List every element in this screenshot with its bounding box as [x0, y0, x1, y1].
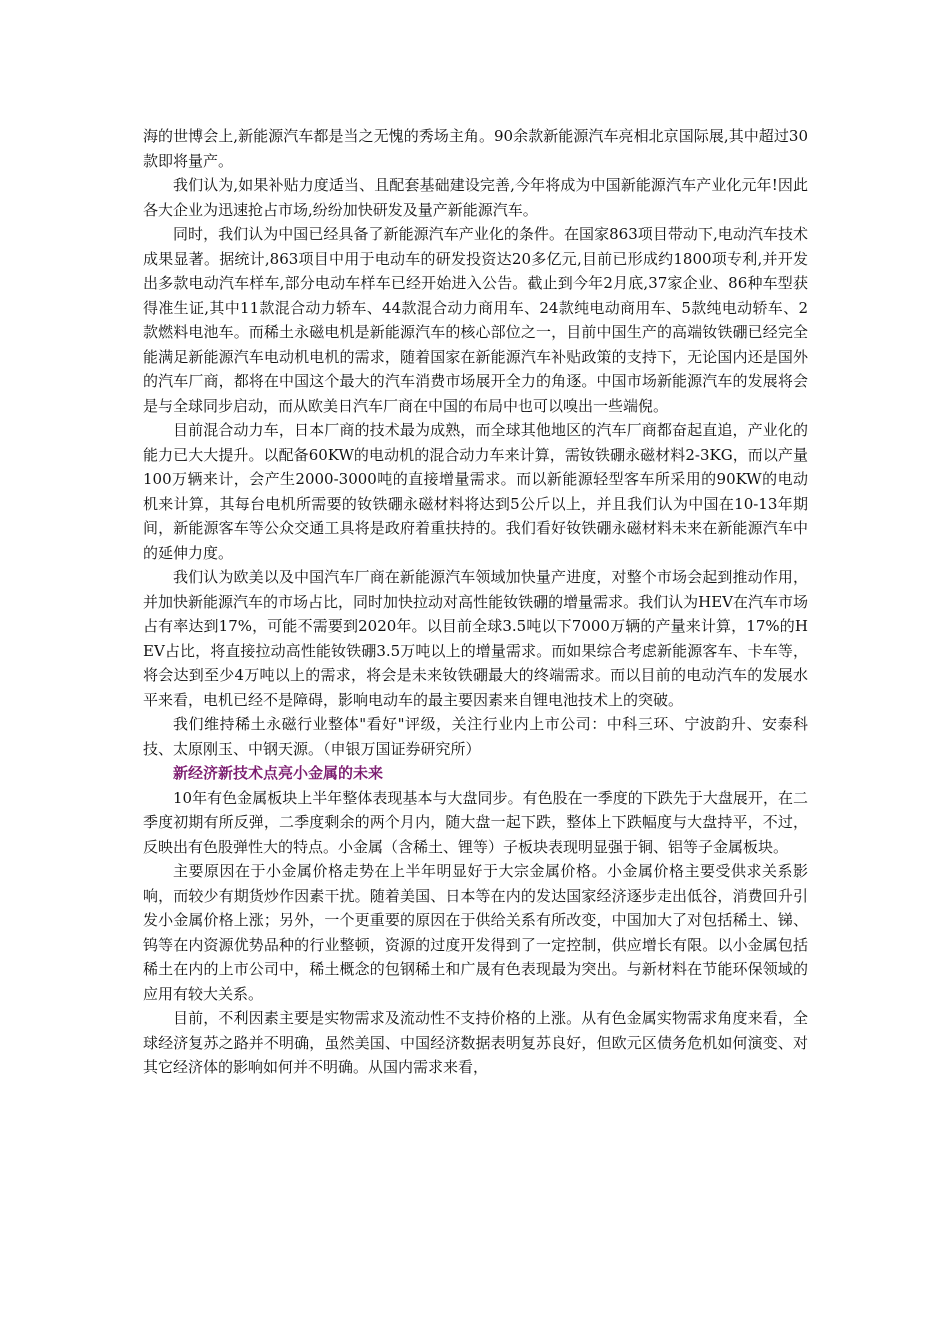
paragraph-main-reasons: 主要原因在于小金属价格走势在上半年明显好于大宗金属价格。小金属价格主要受供求关系影响，而较少有期货炒作因素干扰。随着美国、日本等在内的发达国家经济逐步走出低谷，消费回升引发小金属价格上涨；另外，一个更重要的原因在于供给关系有所改变，中国加大了对包括稀土、锑、钨等在内资源优势品种的行业整顿，资源的过度开发得到了一定控制，供应增长有限。以小金属包括稀土在内的上市公司中，稀土概念的包钢稀土和广晟有色表现最为突出。与新材料在节能环保领域的应用有较大关系。 — [143, 862, 808, 1003]
paragraph-rating: 我们维持稀土永磁行业整体"看好"评级，关注行业内上市公司：中科三环、宁波韵升、安泰科技、太原刚玉、中钢天源。（申银万国证券研究所） — [143, 715, 808, 758]
paragraph-industrialization: 同时，我们认为中国已经具备了新能源汽车产业化的条件。在国家863项目带动下,电动汽车技术成果显著。据统计,863项目中用于电动车的研发投资达20多亿元,目前已形成约1800项专利,并开发出多款电动汽车样车,部分电动车样车已经开始进入公告。截止到今年2月底,37家企业、86种车型获得准生证,其中11款混合动力轿车、44款混合动力商用车、24款纯电动商用车、5款纯电动轿车、2款燃料电池车。而稀土永磁电机是新能源汽车的核心部位之一，目前中国生产的高端钕铁硼已经完全能满足新能源汽车电动机电机的需求，随着国家在新能源汽车补贴政策的支持下，无论国内还是国外的汽车厂商，都将在中国这个最大的汽车消费市场展开全力的角逐。中国市场新能源汽车的发展将会是与全球同步启动，而从欧美日汽车厂商在中国的布局中也可以嗅出一些端倪。 — [143, 225, 808, 415]
paragraph-hybrid-vehicles: 目前混合动力车，日本厂商的技术最为成熟，而全球其他地区的汽车厂商都奋起直追，产业化的能力已大大提升。以配备60KW的电动机的混合动力车来计算，需钕铁硼永磁材料2-3KG，而以产量100万辆来计，会产生2000-3000吨的直接增量需求。而以新能源轻型客车所采用的90KW的电动机来计算，其每台电机所需要的钕铁硼永磁材料将达到5公斤以上，并且我们认为中国在10-13年期间，新能源客车等公众交通工具将是政府着重扶持的。我们看好钕铁硼永磁材料未来在新能源汽车中的延伸力度。 — [143, 421, 808, 562]
paragraph-risk-factors: 目前，不利因素主要是实物需求及流动性不支持价格的上涨。从有色金属实物需求角度来看，全球经济复苏之路并不明确，虽然美国、中国经济数据表明复苏良好，但欧元区债务危机如何演变、对其它经济体的影响如何并不明确。从国内需求来看， — [143, 1009, 808, 1076]
paragraph-continuation: 海的世博会上,新能源汽车都是当之无愧的秀场主角。90余款新能源汽车亮相北京国际展,其中超过30款即将量产。 — [143, 127, 808, 170]
section-heading: 新经济新技术点亮小金属的未来 — [173, 764, 384, 782]
paragraph-sector-performance: 10年有色金属板块上半年整体表现基本与大盘同步。有色股在一季度的下跌先于大盘展开，在二季度初期有所反弹，二季度剩余的两个月内，随大盘一起下跌，整体上下跌幅度与大盘持平，不过，反映出有色股弹性大的特点。小金属（含稀土、锂等）子板块表现明显强于铜、铝等子金属板块。 — [143, 788, 808, 856]
paragraph-outlook: 我们认为,如果补贴力度适当、且配套基础建设完善,今年将成为中国新能源汽车产业化元年!因此各大企业为迅速抢占市场,纷纷加快研发及量产新能源汽车。 — [143, 176, 808, 219]
paragraph-demand: 我们认为欧美以及中国汽车厂商在新能源汽车领域加快量产进度，对整个市场会起到推动作用，并加快新能源汽车的市场占比，同时加快拉动对高性能钕铁硼的增量需求。我们认为HEV在汽车市场占有率达到17%，可能不需要到2020年。以目前全球3.5吨以下7000万辆的产量来计算，17%的HEV占比，将直接拉动高性能钕铁硼3.5万吨以上的增量需求。而如果综合考虑新能源客车、卡车等，将会达到至少4万吨以上的需求，将会是未来钕铁硼最大的终端需求。而以目前的电动汽车的发展水平来看，电机已经不是障碍，影响电动车的最主要因素来自锂电池技术上的突破。 — [143, 568, 808, 709]
document-body — [143, 124, 808, 1080]
